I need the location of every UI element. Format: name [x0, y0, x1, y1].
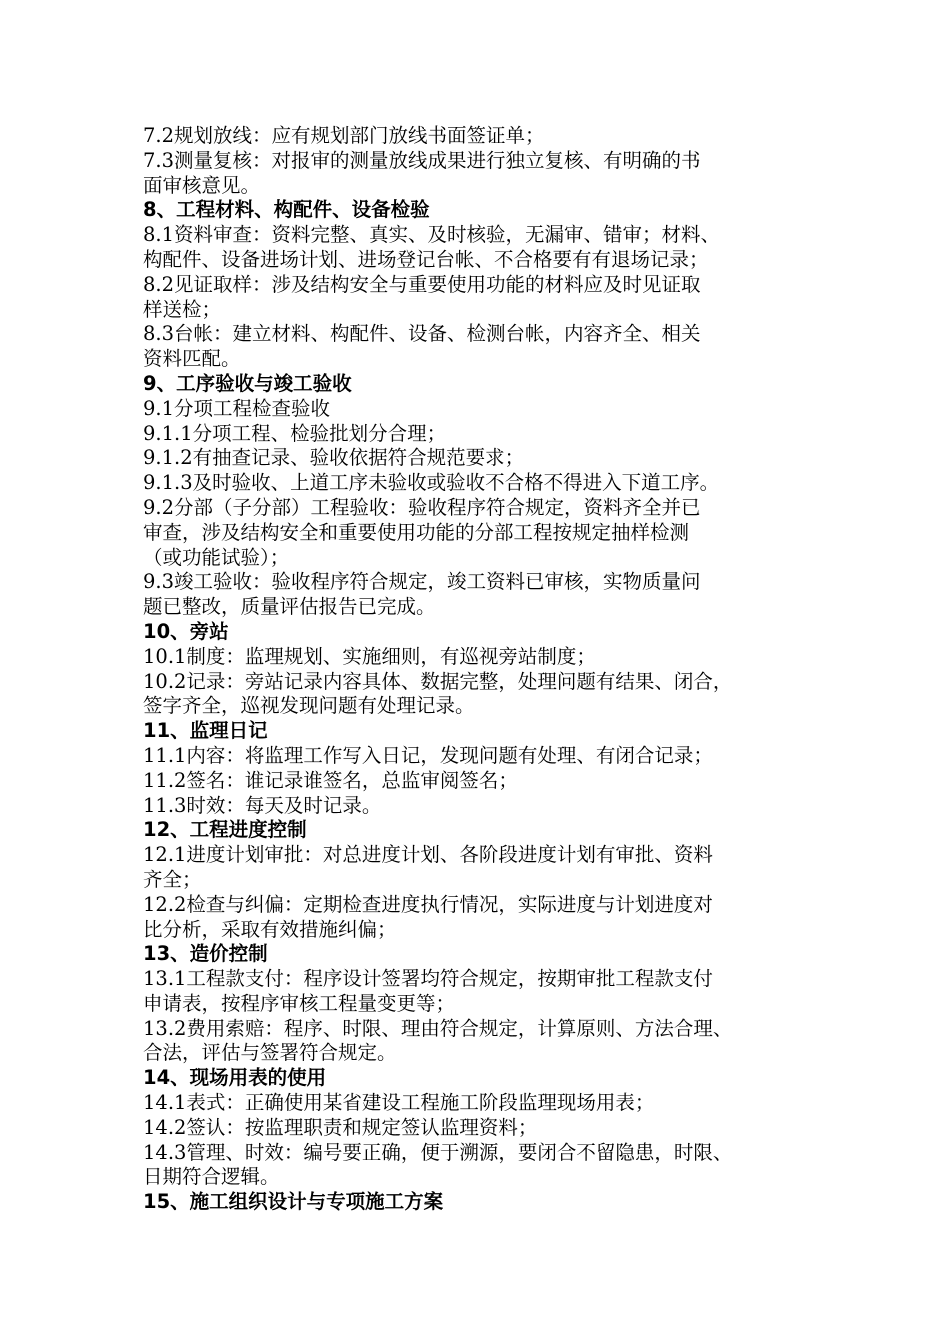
- text-line: 14.1表式：正确使用某省建设工程施工阶段监理现场用表；: [143, 1091, 655, 1115]
- text-line: 9.1.3及时验收、上道工序未验收或验收不合格不得进入下道工序。: [143, 471, 720, 495]
- text-line: 合法，评估与签署符合规定。: [143, 1041, 397, 1065]
- text-line: 13.2费用索赔：程序、时限、理由符合规定，计算原则、方法合理、: [143, 1016, 733, 1040]
- text-line: 13.1工程款支付：程序设计签署均符合规定，按期审批工程款支付: [143, 967, 713, 991]
- text-line: 14.2签认：按监理职责和规定签认监理资料；: [143, 1115, 538, 1139]
- text-line: 10.2记录：旁站记录内容具体、数据完整，处理问题有结果、闭合，: [143, 669, 733, 693]
- text-line: 样送检；: [143, 297, 222, 321]
- section-heading-8: 8、工程材料、构配件、设备检验: [143, 198, 430, 222]
- text-line: 7.2规划放线：应有规划部门放线书面签证单；: [143, 124, 545, 147]
- text-line: 9.1.1分项工程、检验批划分合理；: [143, 421, 447, 445]
- text-line: （或功能试验）；: [143, 545, 290, 569]
- section-heading-10: 10、旁站: [143, 619, 229, 643]
- text-line: 9.1.2有抽查记录、验收依据符合规范要求；: [143, 446, 525, 470]
- text-line: 7.3测量复核：对报审的测量放线成果进行独立复核、有明确的书: [143, 148, 701, 172]
- section-heading-13: 13、造价控制: [143, 942, 268, 966]
- text-line: 12.1进度计划审批：对总进度计划、各阶段进度计划有审批、资料: [143, 843, 713, 867]
- text-line: 8.2见证取样：涉及结构安全与重要使用功能的材料应及时见证取: [143, 272, 701, 296]
- text-line: 11.1内容：将监理工作写入日记，发现问题有处理、有闭合记录；: [143, 743, 713, 767]
- text-line: 齐全；: [143, 867, 202, 891]
- text-line: 8.1资料审查：资料完整、真实、及时核验，无漏审、错审；材料、: [143, 223, 721, 247]
- text-line: 14.3管理、时效：编号要正确，便于溯源，要闭合不留隐患，时限、: [143, 1140, 733, 1164]
- text-line: 9.1分项工程检查验收: [143, 396, 331, 420]
- text-line: 面审核意见。: [143, 173, 261, 197]
- text-line: 12.2检查与纠偏：定期检查进度执行情况，实际进度与计划进度对: [143, 892, 713, 916]
- section-heading-15: 15、施工组织设计与专项施工方案: [143, 1190, 444, 1214]
- text-line: 9.2分部（子分部）工程验收：验收程序符合规定，资料齐全并已: [143, 495, 701, 519]
- text-line: 签字齐全，巡视发现问题有处理记录。: [143, 694, 475, 718]
- section-heading-11: 11、监理日记: [143, 719, 268, 743]
- text-line: 申请表，按程序审核工程量变更等；: [143, 991, 456, 1015]
- section-heading-9: 9、工序验收与竣工验收: [143, 371, 352, 395]
- text-line: 题已整改，质量评估报告已完成。: [143, 595, 436, 619]
- text-line: 资料匹配。: [143, 347, 241, 371]
- text-line: 9.3竣工验收：验收程序符合规定，竣工资料已审核，实物质量问: [143, 570, 701, 594]
- text-line: 比分析，采取有效措施纠偏；: [143, 917, 397, 941]
- document-body: [143, 124, 828, 1215]
- text-line: 11.2签名：谁记录谁签名，总监审阅签名；: [143, 768, 518, 792]
- section-heading-12: 12、工程进度控制: [143, 818, 307, 842]
- section-heading-14: 14、现场用表的使用: [143, 1066, 327, 1090]
- text-line: 11.3时效：每天及时记录。: [143, 793, 382, 817]
- text-line: 审查，涉及结构安全和重要使用功能的分部工程按规定抽样检测: [143, 520, 690, 544]
- text-line: 10.1制度：监理规划、实施细则，有巡视旁站制度；: [143, 644, 596, 668]
- text-line: 8.3台帐：建立材料、构配件、设备、检测台帐，内容齐全、相关: [143, 322, 701, 346]
- text-line: 日期符合逻辑。: [143, 1165, 280, 1189]
- text-line: 构配件、设备进场计划、进场登记台帐、不合格要有有退场记录；: [143, 247, 709, 271]
